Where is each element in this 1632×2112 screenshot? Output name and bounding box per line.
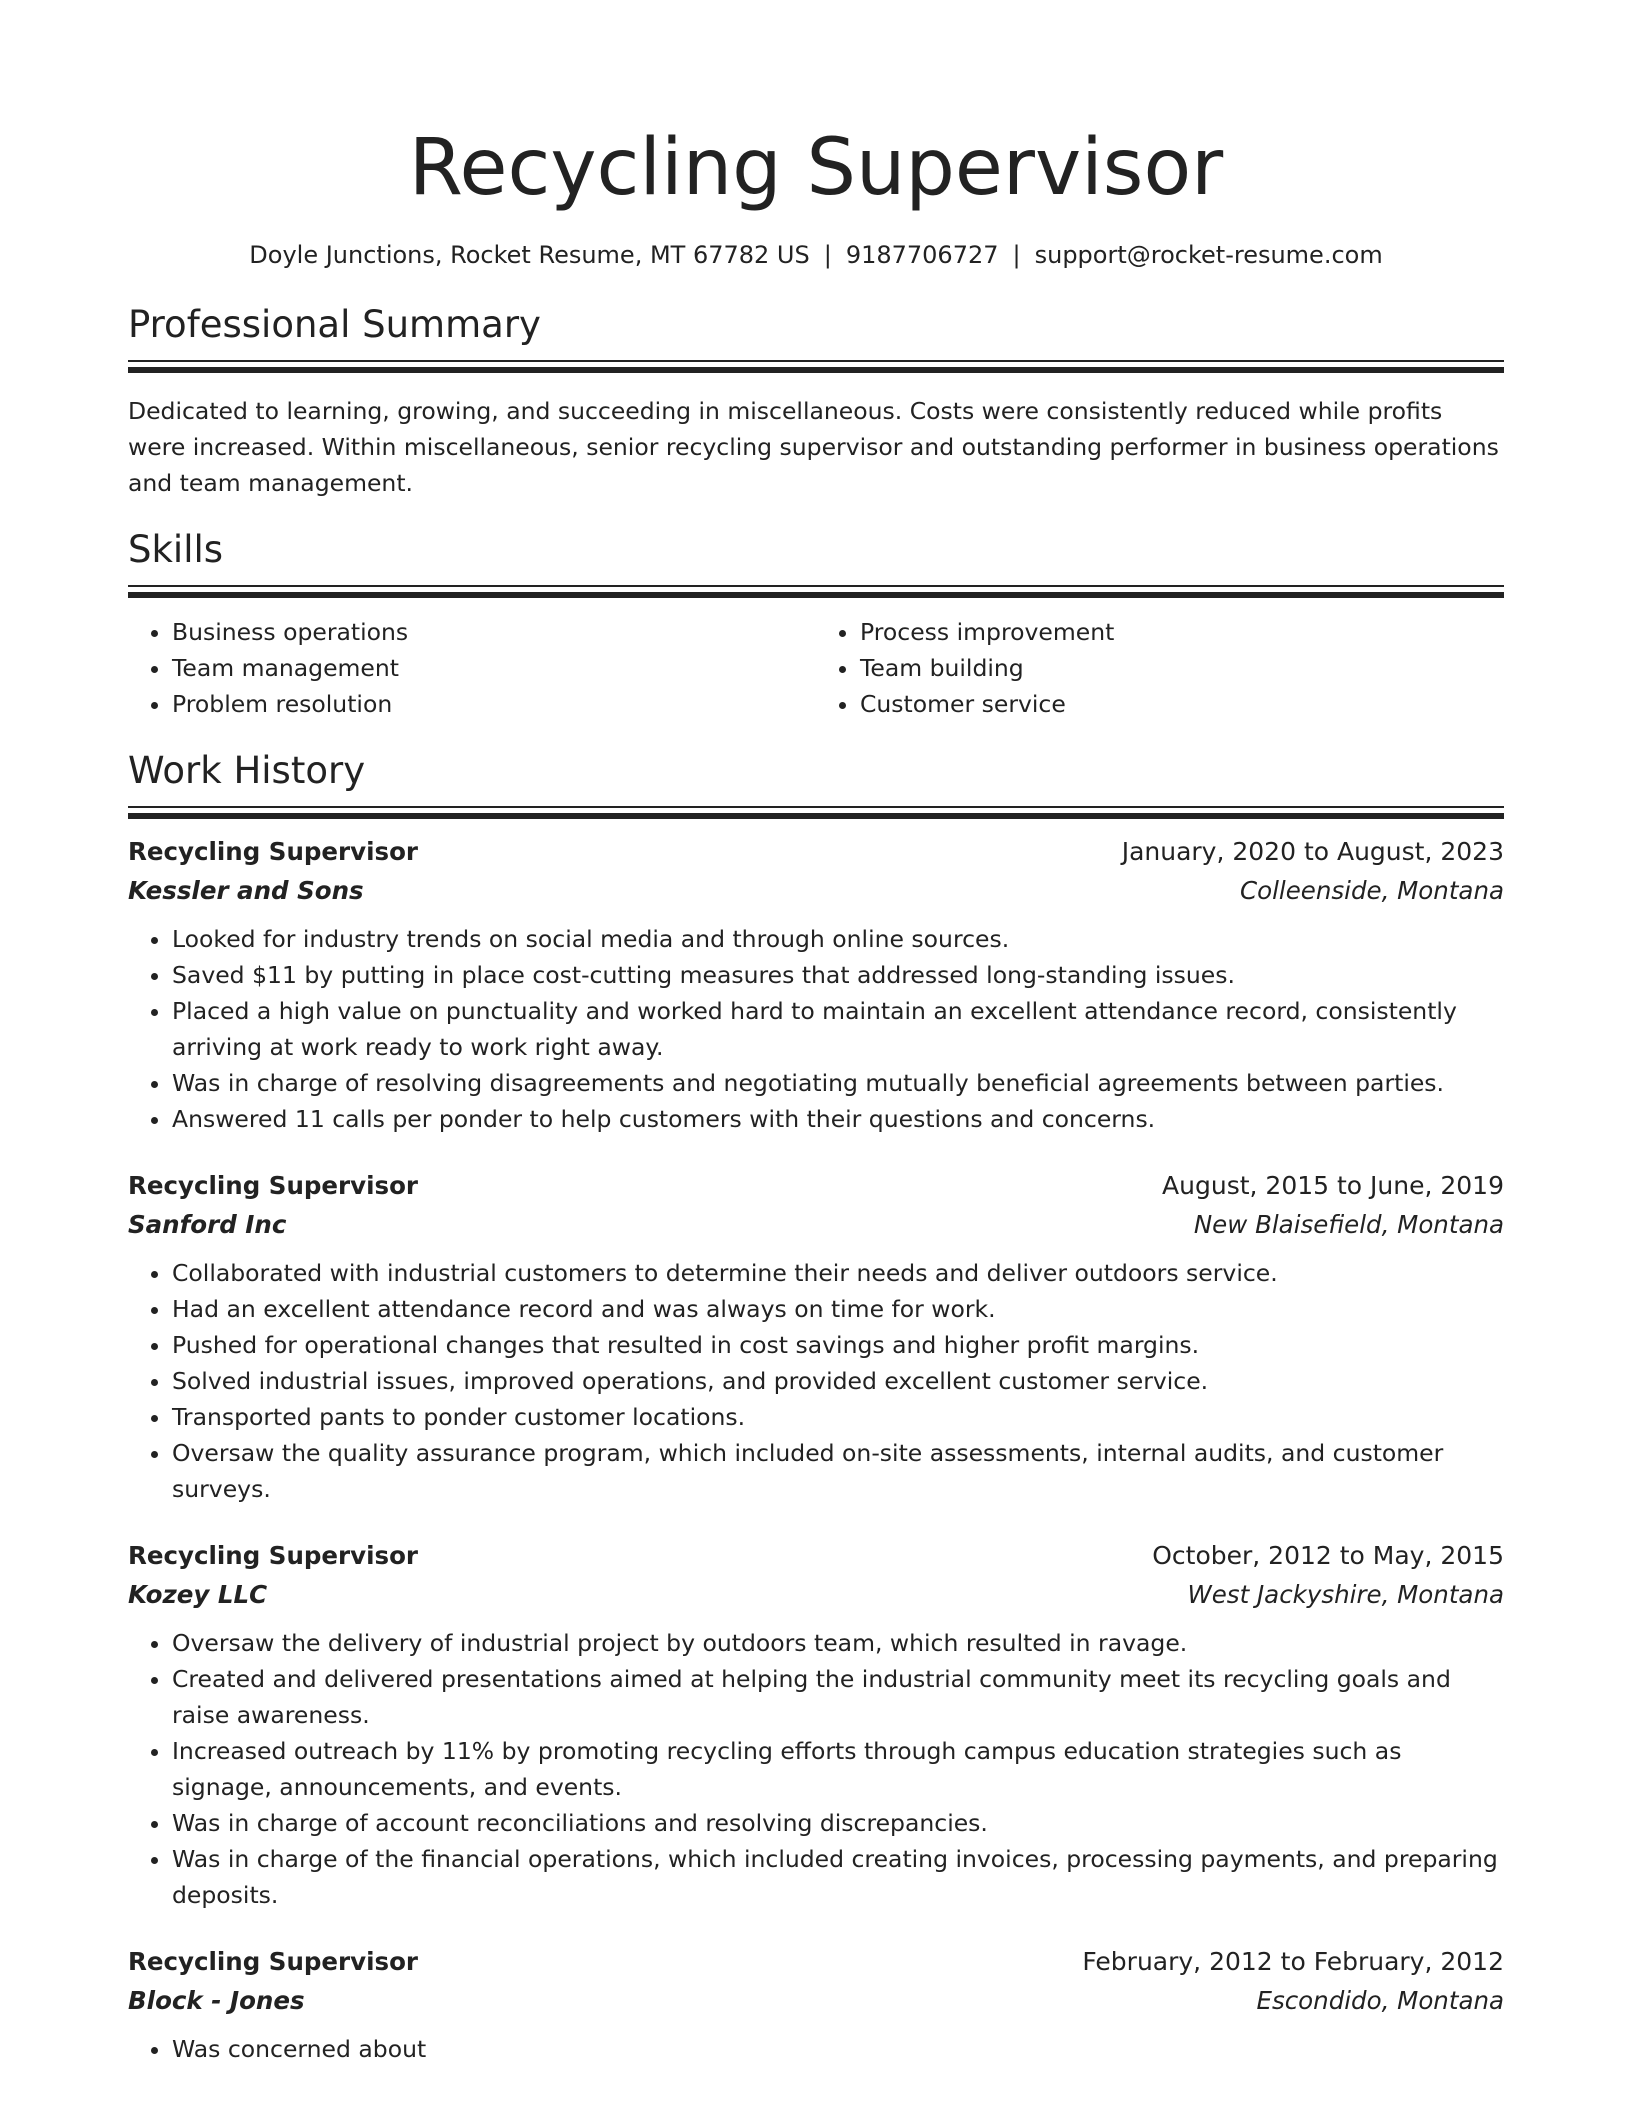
job-subheader bbox=[128, 1981, 1504, 2021]
job-bullet: • Oversaw the delivery of industrial project by outdoors team, which resulted in ravage. bbox=[172, 1625, 1504, 1661]
job-bullets bbox=[128, 2031, 1504, 2067]
section-divider-thick bbox=[128, 813, 1504, 819]
job-header bbox=[128, 1167, 1504, 1205]
job-company: Block - Jones bbox=[128, 1986, 305, 2015]
job-bullet: • Created and delivered presentations aimed at helping the industrial community meet its recycling goals and raise awareness. bbox=[172, 1661, 1504, 1733]
skill-item: • Problem resolution bbox=[172, 686, 816, 722]
job-bullet: • Answered 11 calls per ponder to help customers with their questions and concerns. bbox=[172, 1101, 1504, 1137]
summary-section bbox=[128, 302, 1504, 501]
job-bullet: • Was in charge of the financial operations, which included creating invoices, processing payments, and preparing deposits. bbox=[172, 1841, 1504, 1913]
job-location: West Jackyshire, Montana bbox=[1187, 1580, 1504, 1609]
job-bullet: • Was in charge of account reconciliations and resolving discrepancies. bbox=[172, 1805, 1504, 1841]
job-bullet: • Increased outreach by 11% by promoting recycling efforts through campus education strategies such as signage, announcements, and events. bbox=[172, 1733, 1504, 1805]
skill-item: • Process improvement bbox=[860, 614, 1504, 650]
skill-item: • Customer service bbox=[860, 686, 1504, 722]
skills-list bbox=[128, 614, 1504, 722]
job-bullet: • Transported pants to ponder customer locations. bbox=[172, 1399, 1504, 1435]
summary-text: Dedicated to learning, growing, and succeeding in miscellaneous. Costs were consistently reduced while profits were increased. Within miscellaneous, senior recycling supervisor and outstanding performer in business operations and team management. bbox=[128, 397, 1499, 497]
contact-phone: 9187706727 bbox=[845, 241, 999, 269]
job-bullets bbox=[128, 1625, 1504, 1913]
skills-column-right bbox=[816, 614, 1504, 722]
contact-separator: | bbox=[1012, 241, 1021, 269]
job-bullets bbox=[128, 1255, 1504, 1507]
job-location: New Blaisefield, Montana bbox=[1193, 1210, 1504, 1239]
job-bullet: • Was in charge of resolving disagreements and negotiating mutually beneficial agreements between parties. bbox=[172, 1065, 1504, 1101]
section-divider-thick bbox=[128, 367, 1504, 373]
job-bullet: • Placed a high value on punctuality and worked hard to maintain an excellent attendance record, consistently arriving at work ready to work right away. bbox=[172, 993, 1504, 1065]
section-divider-thick bbox=[128, 592, 1504, 598]
job-title: Recycling Supervisor bbox=[128, 1541, 418, 1570]
job-dates: August, 2015 to June, 2019 bbox=[1162, 1171, 1504, 1200]
job-entry bbox=[128, 1167, 1504, 1507]
job-bullets bbox=[128, 921, 1504, 1137]
job-title: Recycling Supervisor bbox=[128, 837, 418, 866]
job-bullet: • Saved $11 by putting in place cost-cutting measures that addressed long-standing issues. bbox=[172, 957, 1504, 993]
job-subheader bbox=[128, 1575, 1504, 1615]
job-subheader bbox=[128, 871, 1504, 911]
job-subheader bbox=[128, 1205, 1504, 1245]
job-bullet: • Had an excellent attendance record and was always on time for work. bbox=[172, 1291, 1504, 1327]
job-bullet: • Pushed for operational changes that resulted in cost savings and higher profit margins. bbox=[172, 1327, 1504, 1363]
job-company: Kozey LLC bbox=[128, 1580, 268, 1609]
job-location: Escondido, Montana bbox=[1256, 1986, 1504, 2015]
job-entry bbox=[128, 1943, 1504, 2067]
skills-section bbox=[128, 527, 1504, 722]
job-bullet: • Was concerned about bbox=[172, 2031, 1504, 2067]
contact-separator: | bbox=[823, 241, 832, 269]
contact-email[interactable]: support@rocket-resume.com bbox=[1034, 241, 1383, 269]
job-bullet: • Oversaw the quality assurance program, which included on-site assessments, internal audits, and customer surveys. bbox=[172, 1435, 1504, 1507]
job-dates: February, 2012 to February, 2012 bbox=[1082, 1947, 1504, 1976]
work-history-section bbox=[128, 748, 1504, 2067]
job-company: Kessler and Sons bbox=[128, 876, 364, 905]
skill-item: • Team building bbox=[860, 650, 1504, 686]
skills-heading: Skills bbox=[128, 528, 224, 571]
job-header bbox=[128, 1943, 1504, 1981]
job-dates: October, 2012 to May, 2015 bbox=[1152, 1541, 1504, 1570]
job-header bbox=[128, 1537, 1504, 1575]
job-title: Recycling Supervisor bbox=[128, 1171, 418, 1200]
job-entry bbox=[128, 833, 1504, 1137]
job-entry bbox=[128, 1537, 1504, 1913]
section-divider bbox=[128, 585, 1504, 587]
job-title: Recycling Supervisor bbox=[128, 1947, 418, 1976]
candidate-name: Recycling Supervisor bbox=[408, 123, 1224, 213]
section-divider bbox=[128, 360, 1504, 362]
job-dates: January, 2020 to August, 2023 bbox=[1121, 837, 1504, 866]
contact-address: Doyle Junctions, Rocket Resume, MT 67782 US bbox=[249, 241, 810, 269]
summary-heading: Professional Summary bbox=[128, 303, 541, 346]
skills-column-left bbox=[128, 614, 816, 722]
job-bullet: • Collaborated with industrial customers to determine their needs and deliver outdoors service. bbox=[172, 1255, 1504, 1291]
resume-page bbox=[128, 0, 1504, 2067]
job-bullet: • Solved industrial issues, improved operations, and provided excellent customer service. bbox=[172, 1363, 1504, 1399]
job-header bbox=[128, 833, 1504, 871]
skill-item: • Business operations bbox=[172, 614, 816, 650]
contact-line bbox=[128, 238, 1504, 272]
section-divider bbox=[128, 806, 1504, 808]
work-history-heading: Work History bbox=[128, 749, 366, 792]
job-bullet: • Looked for industry trends on social media and through online sources. bbox=[172, 921, 1504, 957]
skill-item: • Team management bbox=[172, 650, 816, 686]
job-company: Sanford Inc bbox=[128, 1210, 287, 1239]
job-location: Colleenside, Montana bbox=[1240, 876, 1504, 905]
